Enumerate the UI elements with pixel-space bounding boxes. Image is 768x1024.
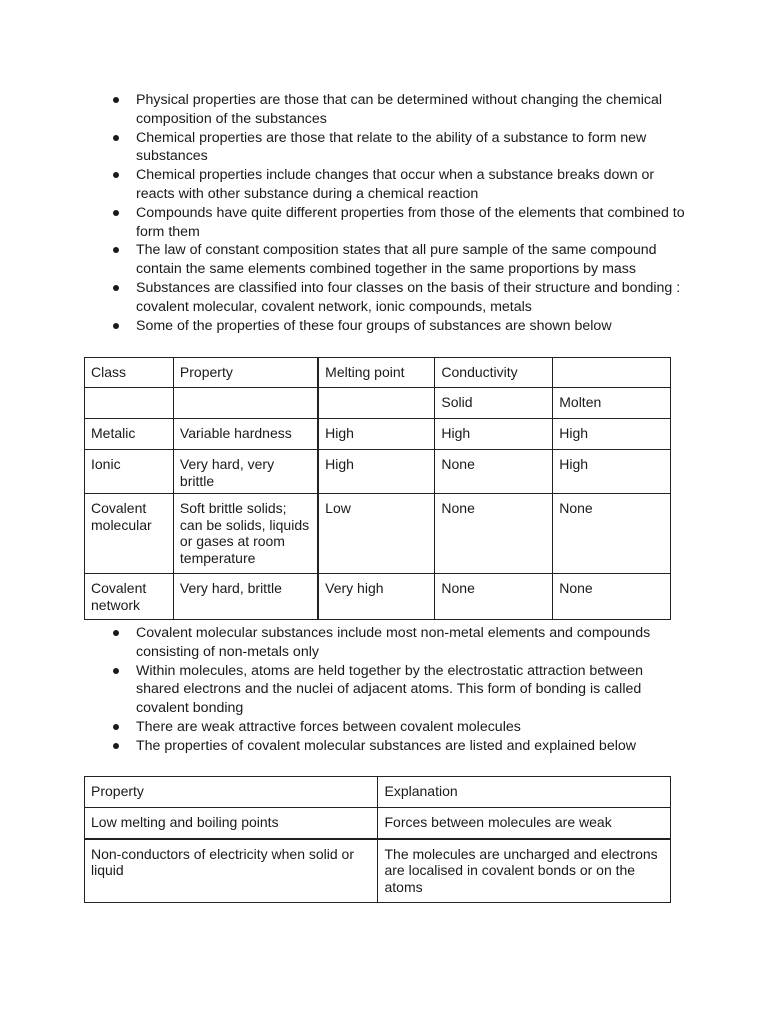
table-cell: [318, 388, 435, 419]
table-cell: Property: [173, 358, 318, 388]
table-row: [85, 388, 671, 419]
list-item-text: Physical properties are those that can be determined without changing the chemical composition of the substances: [136, 92, 663, 127]
table-cell: None: [435, 574, 553, 620]
table-cell: Low melting and boiling points: [85, 808, 378, 839]
list-item: [110, 317, 690, 336]
bullet-icon: [113, 668, 119, 674]
table-cell: Molten: [553, 388, 671, 419]
list-item-text: Covalent molecular substances include most non-metal elements and compounds consisting of non-metals only: [136, 625, 651, 660]
table-cell: Variable hardness: [173, 419, 318, 450]
table-cell: High: [318, 450, 435, 494]
table-row: [85, 777, 671, 808]
table-cell: High: [435, 419, 553, 450]
list-item-text: Chemical properties are those that relate to the ability of a substance to form new substances: [136, 129, 647, 165]
list-item-text: Some of the properties of these four groups of substances are shown below: [136, 317, 612, 334]
table-row: [85, 494, 671, 574]
table-cell: Melting point: [318, 358, 435, 388]
list-item-text: Substances are classified into four classes on the basis of their structure and bonding : covalent molecular, covalent network, ionic compounds, metals: [136, 279, 681, 315]
list-item: [110, 91, 690, 129]
table-row: [85, 450, 671, 494]
table-cell: Solid: [435, 388, 553, 419]
table-cell: Property: [85, 777, 378, 808]
covalent-bullet-list: [110, 624, 690, 756]
table-cell: Very high: [318, 574, 435, 620]
bullet-icon: [113, 172, 119, 178]
list-item-text: Chemical properties include changes that occur when a substance breaks down or reacts with other substance during a chemical reaction: [136, 167, 655, 202]
table-cell: Very hard, brittle: [173, 574, 318, 620]
table-cell: Covalent network: [85, 574, 174, 620]
list-item: [110, 241, 690, 279]
table-cell: [85, 388, 174, 419]
bullet-icon: [113, 135, 119, 141]
list-item-text: There are weak attractive forces between covalent molecules: [136, 718, 521, 735]
list-item-text: Within molecules, atoms are held together by the electrostatic attraction between shared electrons and the nuclei of adjacent atoms. This form of bonding is called covalent bonding: [136, 662, 644, 717]
table-cell: Covalent molecular: [85, 494, 174, 574]
table-row: [85, 808, 671, 839]
table-cell: High: [553, 450, 671, 494]
list-item-text: The law of constant composition states that all pure sample of the same compound contain the same elements combined together in the same proportions by mass: [136, 242, 657, 278]
list-item: [110, 279, 690, 317]
list-item: [110, 166, 690, 204]
table-cell: Soft brittle solids; can be solids, liquids or gases at room temperature: [173, 494, 318, 574]
table-cell: Conductivity: [435, 358, 553, 388]
table-cell: The molecules are uncharged and electrons are localised in covalent bonds or on the atoms: [378, 839, 671, 903]
bullet-icon: [113, 630, 119, 636]
table-cell: [173, 388, 318, 419]
table-cell: Class: [85, 358, 174, 388]
bullet-icon: [113, 285, 119, 291]
table-cell: Metalic: [85, 419, 174, 450]
table-cell: Very hard, very brittle: [173, 450, 318, 494]
table-cell: None: [553, 494, 671, 574]
table-row: [85, 419, 671, 450]
table-cell: None: [435, 450, 553, 494]
table-cell: None: [435, 494, 553, 574]
bullet-icon: [113, 724, 119, 730]
list-item: [110, 718, 690, 737]
bullet-icon: [113, 743, 119, 749]
list-item: [110, 737, 690, 756]
list-item: [110, 129, 690, 167]
table-cell: Ionic: [85, 450, 174, 494]
table-cell: Explanation: [378, 777, 671, 808]
bullet-icon: [113, 323, 119, 329]
list-item-text: Compounds have quite different properties from those of the elements that combined to form them: [136, 204, 685, 240]
list-item: [110, 662, 690, 718]
list-item: [110, 204, 690, 242]
table-row: [85, 358, 671, 388]
table-cell: Low: [318, 494, 435, 574]
list-item: [110, 624, 690, 662]
covalent-properties-table: [84, 776, 671, 903]
bullet-icon: [113, 247, 119, 253]
table-cell: High: [553, 419, 671, 450]
table-cell: None: [553, 574, 671, 620]
table-cell: Non-conductors of electricity when solid or liquid: [85, 839, 378, 903]
bullet-icon: [113, 97, 119, 103]
bullet-icon: [113, 210, 119, 216]
list-item-text: The properties of covalent molecular substances are listed and explained below: [136, 737, 637, 754]
table-row: [85, 574, 671, 620]
properties-bullet-list: [110, 91, 690, 335]
table-row: [85, 839, 671, 903]
table-cell: Forces between molecules are weak: [378, 808, 671, 839]
substance-classes-table: [84, 357, 671, 620]
table-cell: [553, 358, 671, 388]
table-cell: High: [318, 419, 435, 450]
